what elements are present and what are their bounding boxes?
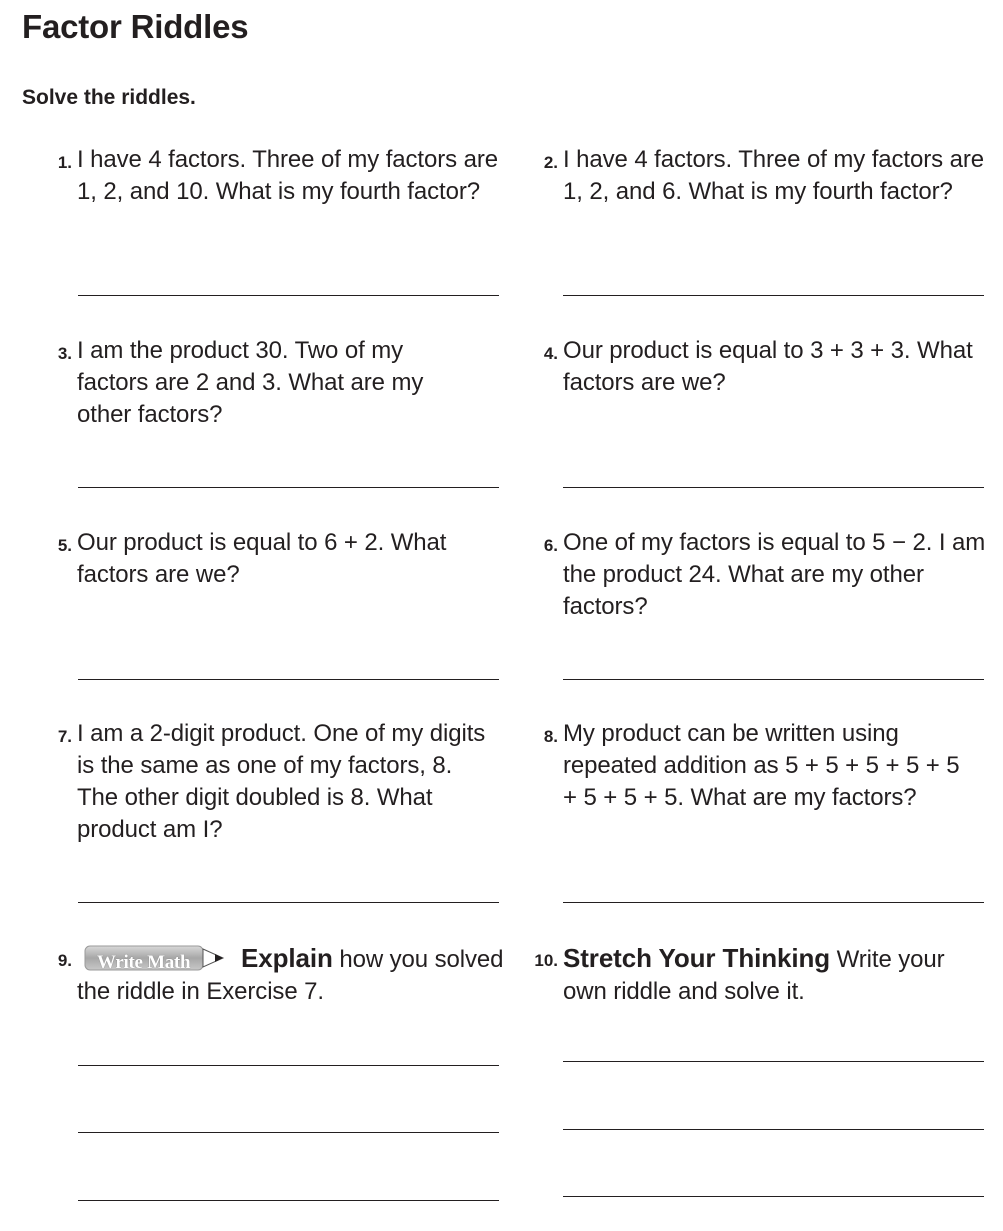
answer-line-4[interactable] (563, 487, 984, 488)
page-title: Factor Riddles (22, 8, 249, 45)
problem-text: I have 4 factors. Three of my factors are 1, 2, and 6. What is my fourth factor? (563, 146, 984, 205)
explain-keyword: Explain (241, 943, 333, 973)
answer-line-2[interactable] (563, 295, 984, 296)
problem-number: 6. (543, 536, 558, 555)
problem-number: 5. (57, 536, 72, 555)
problem-text: One of my factors is equal to 5 − 2. I am the product 24. What are my other factors? (563, 529, 986, 620)
write-math-badge (77, 943, 227, 973)
stretch-keyword: Stretch Your Thinking (563, 943, 831, 973)
problem-number: 3. (57, 344, 72, 363)
problem-text: I am the product 30. Two of my factors are 2 and 3. What are my other factors? (77, 337, 424, 428)
problem-text: I am a 2-digit product. One of my digits is the same as one of my factors, 8. The other digit doubled is 8. What product am I? (77, 720, 486, 843)
answer-line-10b[interactable] (563, 1129, 984, 1130)
badge-label: Write Math (97, 951, 191, 973)
problem-text: Our product is equal to 6 + 2. What factors are we? (77, 529, 447, 588)
problem-text: My product can be written using repeated addition as 5 + 5 + 5 + 5 + 5 + 5 + 5 + 5. What are my factors? (563, 720, 960, 811)
problem-text: I have 4 factors. Three of my factors are 1, 2, and 10. What is my fourth factor? (77, 146, 498, 205)
problem-text (77, 942, 517, 1008)
problem-number: 8. (543, 727, 558, 746)
answer-line-10c[interactable] (563, 1196, 984, 1197)
problem-text-rest: how you solved the riddle in Exercise 7. (77, 946, 504, 1005)
answer-line-6[interactable] (563, 679, 984, 680)
answer-line-9c[interactable] (78, 1200, 499, 1201)
problem-number: 10. (534, 951, 558, 970)
answer-line-9a[interactable] (78, 1065, 499, 1066)
instructions: Solve the riddles. (22, 86, 196, 109)
problem-number: 9. (57, 951, 72, 970)
problem-number: 2. (543, 153, 558, 172)
problem-number: 1. (57, 153, 72, 172)
answer-line-1[interactable] (78, 295, 499, 296)
problem-number: 7. (57, 727, 72, 746)
problem-text: Our product is equal to 3 + 3 + 3. What factors are we? (563, 337, 973, 396)
answer-line-5[interactable] (78, 679, 499, 680)
problem-text-rest: Write your own riddle and solve it. (563, 946, 945, 1005)
answer-line-3[interactable] (78, 487, 499, 488)
answer-line-10a[interactable] (563, 1061, 984, 1062)
answer-line-7[interactable] (78, 902, 499, 903)
problem-text (563, 942, 983, 1008)
answer-line-9b[interactable] (78, 1132, 499, 1133)
problem-number: 4. (543, 344, 558, 363)
answer-line-8[interactable] (563, 902, 984, 903)
